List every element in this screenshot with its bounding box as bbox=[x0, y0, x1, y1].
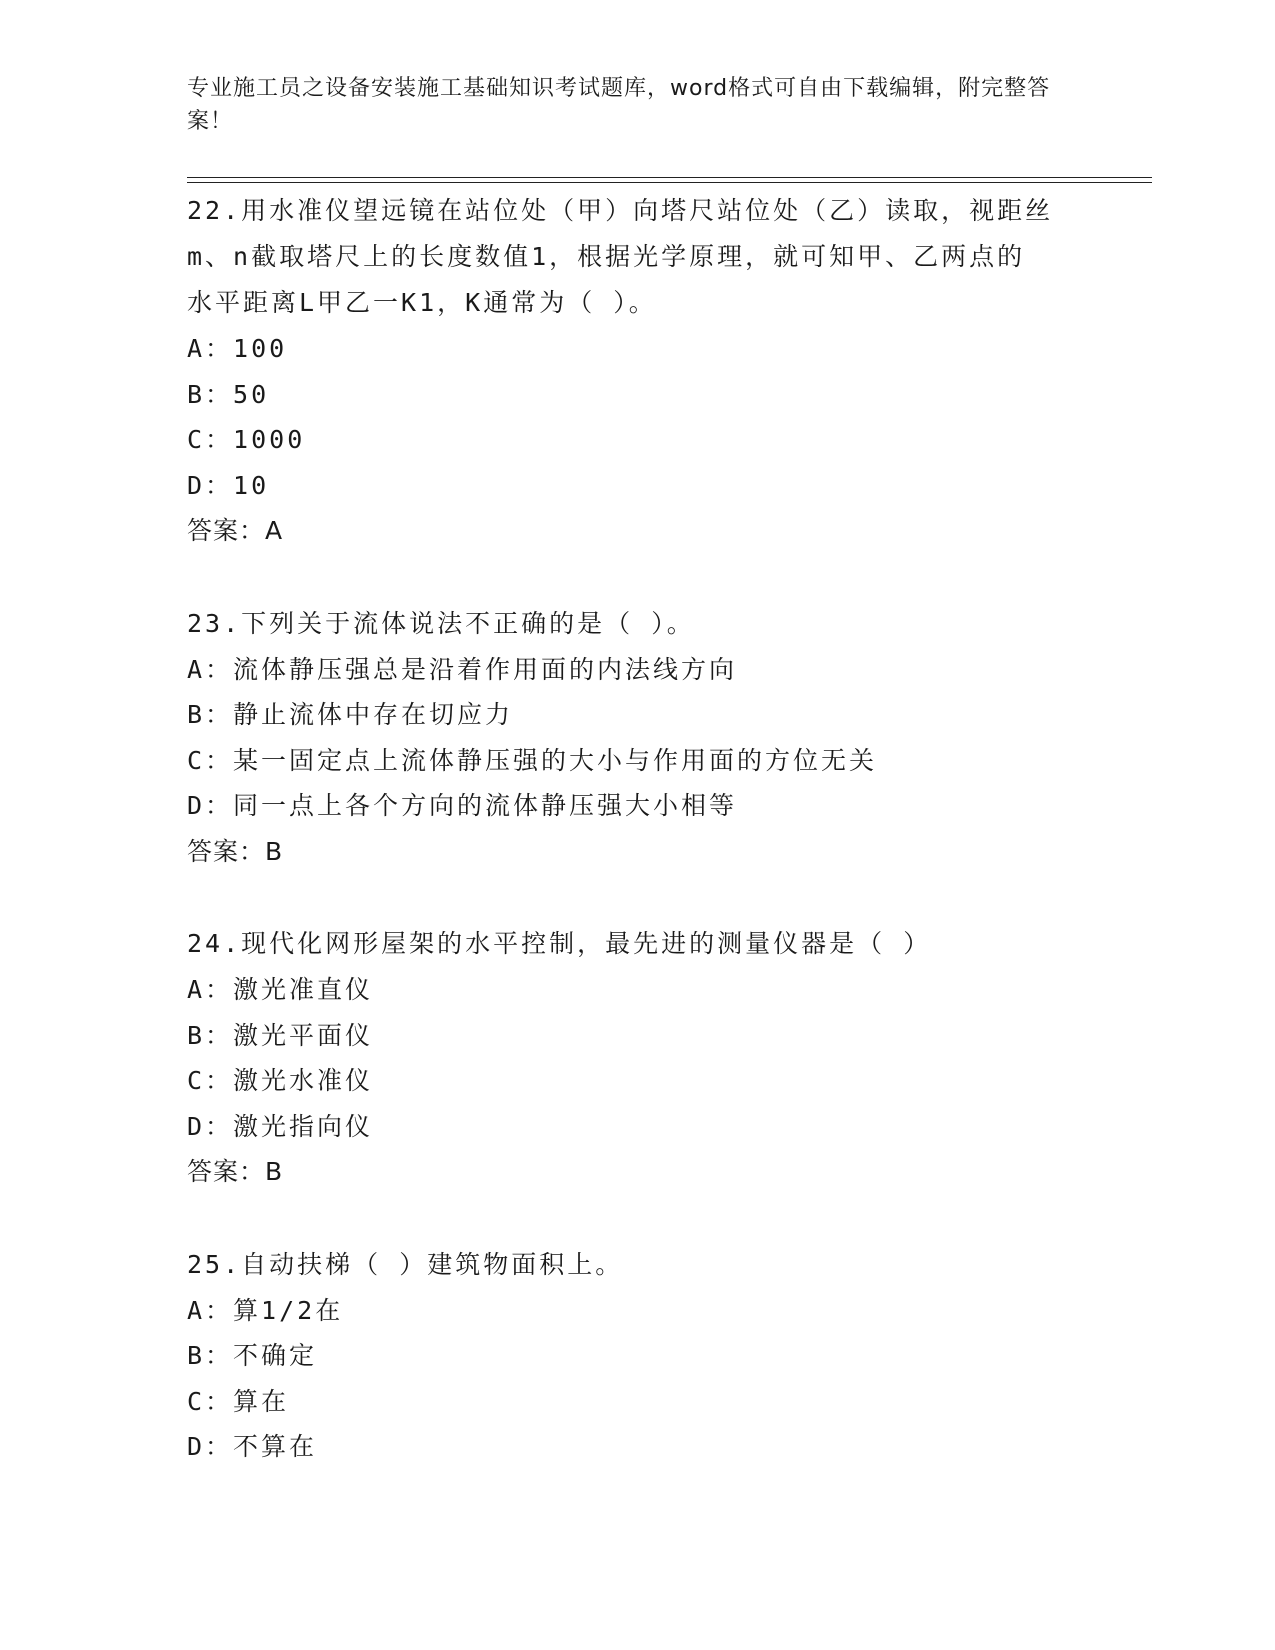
option-c: C：算在 bbox=[187, 1386, 290, 1416]
option-b: B：50 bbox=[187, 379, 270, 409]
option-a: A：100 bbox=[187, 334, 288, 363]
option-d: D：激光指向仪 bbox=[187, 1111, 374, 1141]
option-c: C：1000 bbox=[187, 425, 306, 454]
answer-text: 答案：B bbox=[187, 1157, 284, 1186]
option-c: C：激光水准仪 bbox=[187, 1066, 374, 1095]
option-b: B：激光平面仪 bbox=[187, 1020, 374, 1050]
question-stem-line: 24.现代化网形屋架的水平控制，最先进的测量仪器是（ ） bbox=[187, 929, 932, 958]
option-a: A：算1/2在 bbox=[187, 1295, 344, 1325]
option-a: A：流体静压强总是沿着作用面的内法线方向 bbox=[187, 654, 738, 684]
document-header bbox=[187, 72, 1067, 138]
question-22 bbox=[187, 188, 1087, 554]
option-a: A：激光准直仪 bbox=[187, 975, 374, 1004]
question-stem-line: m、n截取塔尺上的长度数值1，根据光学原理，就可知甲、乙两点的 bbox=[187, 242, 1026, 271]
option-d: D：同一点上各个方向的流体静压强大小相等 bbox=[187, 791, 738, 820]
option-b: B：静止流体中存在切应力 bbox=[187, 700, 514, 729]
question-stem-line: 水平距离L甲乙一K1，K通常为（ ）。 bbox=[187, 288, 657, 317]
answer-text: 答案：A bbox=[187, 516, 284, 545]
question-spacer bbox=[187, 1195, 1087, 1242]
header-divider-top bbox=[187, 177, 1152, 178]
option-d: D：不算在 bbox=[187, 1432, 318, 1461]
question-23 bbox=[187, 601, 1087, 875]
question-24 bbox=[187, 921, 1087, 1195]
question-stem-line: 23.下列关于流体说法不正确的是（ ）。 bbox=[187, 608, 695, 638]
option-b: B：不确定 bbox=[187, 1341, 318, 1370]
question-stem-line: 25.自动扶梯（ ）建筑物面积上。 bbox=[187, 1249, 624, 1279]
option-d: D：10 bbox=[187, 470, 270, 500]
question-stem-line: 22.用水准仪望远镜在站位处（甲）向塔尺站位处（乙）读取，视距丝 bbox=[187, 196, 1054, 225]
question-list bbox=[187, 188, 1087, 1470]
question-spacer bbox=[187, 554, 1087, 601]
header-divider-bottom bbox=[187, 182, 1152, 183]
option-c: C：某一固定点上流体静压强的大小与作用面的方位无关 bbox=[187, 745, 878, 775]
answer-text: 答案：B bbox=[187, 836, 284, 866]
question-25 bbox=[187, 1242, 1087, 1470]
document-title: 专业施工员之设备安装施工基础知识考试题库，word格式可自由下载编辑，附完整答案！ bbox=[187, 76, 1051, 134]
question-spacer bbox=[187, 874, 1087, 921]
